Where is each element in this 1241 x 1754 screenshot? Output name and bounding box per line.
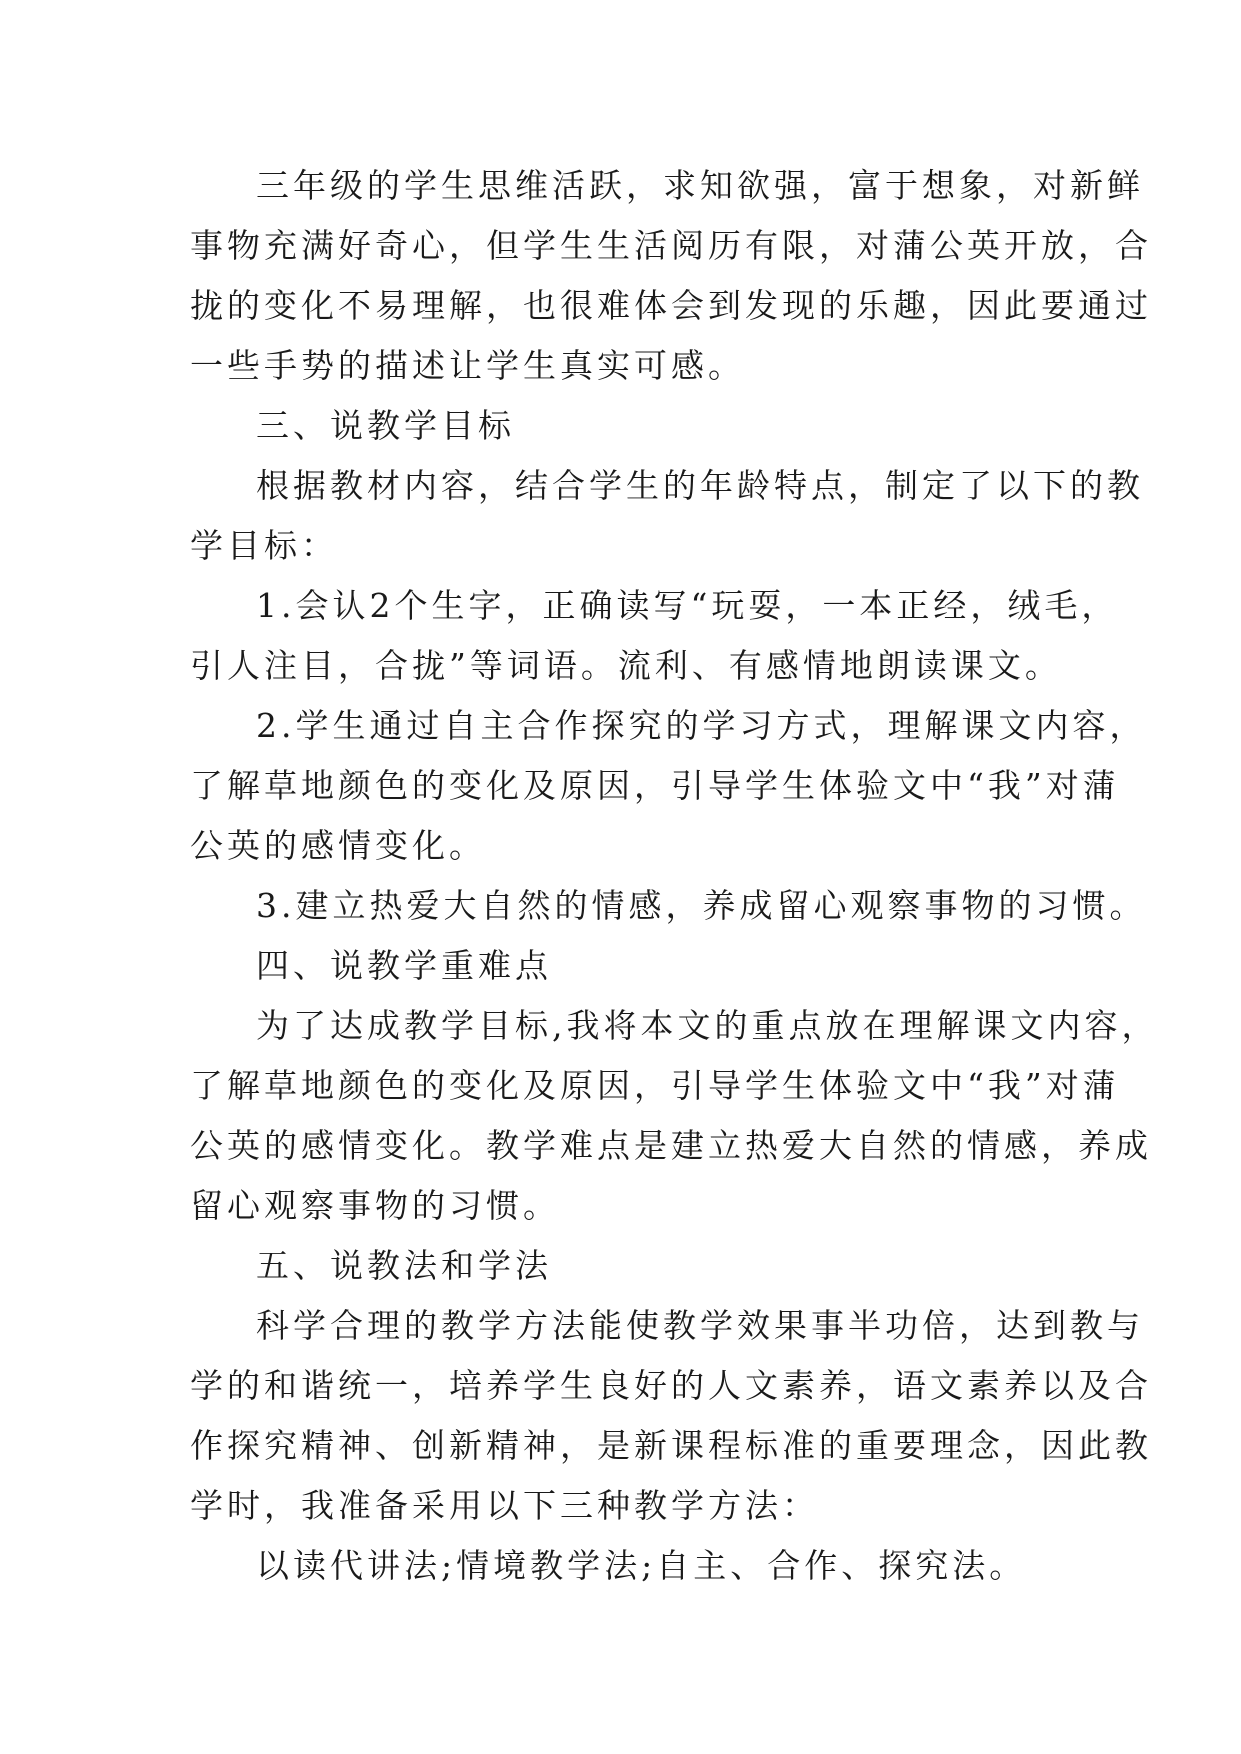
text-line-16: 了解草地颜色的变化及原因，引导学生体验文中“我”对蒲 (190, 1066, 1120, 1105)
list-item-3: 3.建立热爱大自然的情感，养成留心观察事物的习惯。 (256, 886, 1147, 925)
list-item-1: 1.会认2个生字，正确读写“玩耍，一本正经，绒毛， (256, 586, 1119, 625)
text-line-4: 一些手势的描述让学生真实可感。 (190, 346, 745, 385)
text-line-9: 引人注目，合拢”等词语。流利、有感情地朗读课文。 (190, 646, 1062, 685)
text-line-11: 了解草地颜色的变化及原因，引导学生体验文中“我”对蒲 (190, 766, 1120, 805)
text-line-15: 为了达成教学目标,我将本文的重点放在理解课文内容， (256, 1006, 1159, 1045)
list-item-2: 2.学生通过自主合作探究的学习方式，理解课文内容， (256, 706, 1147, 745)
section-heading-5: 五、说教法和学法 (256, 1246, 552, 1285)
text-line-22: 作探究精神、创新精神，是新课程标准的重要理念，因此教 (190, 1426, 1152, 1465)
text-line-17: 公英的感情变化。教学难点是建立热爱大自然的情感，养成 (190, 1126, 1152, 1165)
text-line-2: 事物充满好奇心，但学生生活阅历有限，对蒲公英开放，合 (190, 226, 1152, 265)
section-heading-3: 三、说教学目标 (256, 406, 515, 445)
text-line-12: 公英的感情变化。 (190, 826, 486, 865)
text-line-6: 根据教材内容，结合学生的年龄特点，制定了以下的教 (256, 466, 1144, 505)
text-line-21: 学的和谐统一，培养学生良好的人文素养，语文素养以及合 (190, 1366, 1152, 1405)
text-line-23: 学时，我准备采用以下三种教学方法： (190, 1486, 819, 1525)
text-line-18: 留心观察事物的习惯。 (190, 1186, 560, 1225)
section-heading-4: 四、说教学重难点 (256, 946, 552, 985)
text-line-24: 以读代讲法;情境教学法;自主、合作、探究法。 (256, 1546, 1027, 1585)
text-line-3: 拢的变化不易理解，也很难体会到发现的乐趣，因此要通过 (190, 286, 1152, 325)
text-line-1: 三年级的学生思维活跃，求知欲强，富于想象，对新鲜 (256, 166, 1144, 205)
text-line-7: 学目标： (190, 526, 338, 565)
text-line-20: 科学合理的教学方法能使教学效果事半功倍，达到教与 (256, 1306, 1144, 1345)
